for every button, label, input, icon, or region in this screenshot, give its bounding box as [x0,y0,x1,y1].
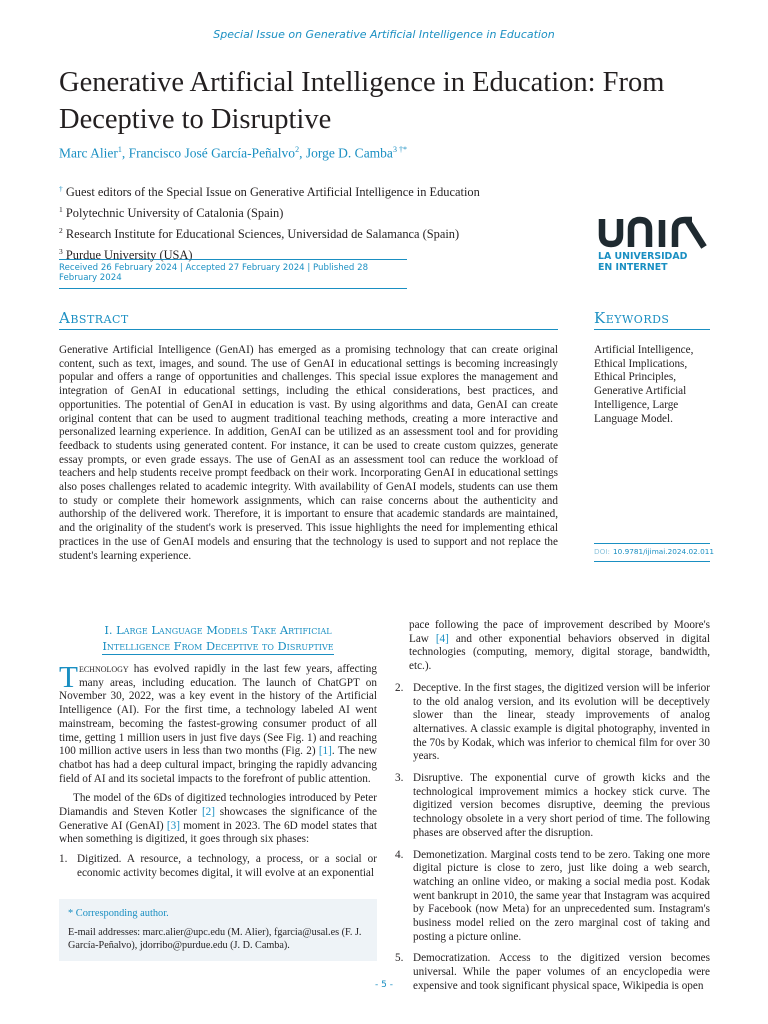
affiliation-text: Guest editors of the Special Issue on Generative Artificial Intelligence in Education [65,185,480,200]
list-number: 2. [395,681,404,694]
phase-list [395,682,710,994]
list-number: 5. [395,952,404,965]
doi-value[interactable]: 10.9781/ijimai.2024.02.011 [612,547,715,556]
phase-text: Deceptive. In the first stages, the digitized version will be inferior to the old analog version, and its evolution will be deceptively slower than the linear, steady improvements of analog alternatives. A classic example is digital photography, invented in the 70s by Kodak, which was inferior to chemical film for over 30 years. [413,681,710,763]
phase-text: Democratization. Access to the digitized version becomes universal. While the paper volumes of an encyclopedia were expensive and took significant physical space, Wikipedia is open [413,952,710,992]
tagline-line: EN INTERNET [598,261,668,273]
phase-text: Demonetization. Marginal costs tend to be zero. Taking one more digital picture is close to zero, just like doing a web search, watching an online video, or making a social media post. Kodak went bankrupt in 2010, the same year that Instagram was acquired by Facebook (now Meta) for an unprecedented sum. Instagram's business model relied on the zero marginal cost of taking and posting a picture online. [413,848,710,943]
abstract-body: Generative Artificial Intelligence (GenAI) has emerged as a promising technology that can create original content, such as text, images, and sound. The use of GenAI in educational settings is becoming increasingly popular and offers a range of opportunities and challenges. This special issue explores the management and integration of GenAI in educational settings, including the ethical considerations, best practices, and opportunities. The potential of GenAI in education is vast. By using algorithms and data, GenAI can create original content that can be used to augment traditional teaching methods, creating a more interactive and personalized learning experience. In addition, GenAI can be utilized as an assessment tool and for providing feedback to students using generated content. For instance, it can be used to create custom quizzes, generate essay prompts, or even grade essays. The use of GenAI as an assessment tool can reduce the workload of teachers and help students receive prompt feedback on their work. Incorporating GenAI in educational settings also poses challenges related to academic integrity. With availability of GenAI models, students can use them to study or complete their homework assignments, which can raise concerns about the authenticity and authorship of the delivered work. Therefore, it is important to ensure that academic standards are maintained, and the originality of the student's work is preserved. This issue highlights the need for implementing ethical practices in the use of GenAI models and ensuring that the technology is used to support and not replace the student's learning experience. [59,344,558,562]
phase-item [395,682,710,764]
citation-link[interactable]: [4] [435,632,449,645]
phase-item [395,849,710,945]
phase-item [395,772,710,841]
section-heading [59,622,377,655]
drop-cap: T [59,659,78,694]
phase-item [59,853,377,880]
citation-link[interactable]: [1] [318,745,332,758]
unir-wordmark-icon [598,213,708,249]
affiliation-item [59,201,480,222]
affiliation-text: Polytechnic University of Catalonia (Spain) [65,206,284,221]
affiliation-list [59,180,480,265]
text-run: The model of the 6Ds of digitized technologies introduced by Peter Diamandis and Steven Kotler [59,792,377,819]
affiliation-mark: 3 [59,247,63,257]
unir-logo [598,213,713,273]
keywords-heading: Keywords [594,309,710,330]
list-number: 3. [395,772,404,785]
affiliation-item [59,222,480,243]
citation-link[interactable]: [2] [201,806,215,819]
body-paragraph [59,792,377,847]
text-run: . The new chatbot has had a deep cultural impact, bringing the rapidly advancing field of AI and its societal impacts to the forefront of public attention. [59,745,377,785]
abstract-heading: Abstract [59,309,558,330]
body-paragraph [59,659,377,786]
text-run: has evolved rapidly in the last few years, affecting many areas, including education. The launch of ChatGPT on November 30, 2022, was a key event in the history of the Artificial Intelligence (AI). For the first time, a technology labeled AI went mainstream, becoming the fastest-growing consumer product of all time, getting 1 million users in just five days (See Fig. 1) and reaching 100 million active users in less than two months (Fig. 2) [59,663,377,758]
affiliation-mark: † [59,184,63,193]
small-caps-lead: echnology [78,663,129,675]
affiliation-text: Purdue University (USA) [65,248,193,263]
author-list: Marc Alier$^1$, Francisco José García-Peñalvo$^2$, Jorge D. Camba$^{3 \dagger*}$ [59,145,407,161]
corresponding-author-title: * Corresponding author. [68,908,169,919]
publication-dates: Received 26 February 2024 | Accepted 27 February 2024 | Published 28 February 2024 [59,259,407,289]
section-heading-line: Intelligence From Deceptive to Disruptive [102,639,334,653]
author-name[interactable]: Francisco José García-Peñalvo [128,145,296,161]
author-affiliation-mark: 2 [295,145,300,154]
tagline-line: LA UNIVERSIDAD [598,251,688,262]
article-title: Generative Artificial Intelligence in Education: From Deceptive to Disruptive [59,67,665,135]
affiliation-text: Research Institute for Educational Sciences, Universidad de Salamanca (Spain) [65,227,460,242]
unir-tagline [598,252,713,273]
phase-text: Disruptive. The exponential curve of growth kicks and the technological improvement mimics a hockey stick curve. The digitized version becomes disruptive, deeming the previous technology obsolete in a very short period of time. The following phases are observed after the disruption. [413,772,710,839]
list-number: 4. [395,848,404,861]
body-column-left [59,622,377,889]
text-run: pace following the pace of improvement described by Moore's Law [409,619,710,645]
list-number: 1. [59,853,68,866]
doi-link[interactable] [594,543,715,562]
page-number: - 5 - [375,980,393,990]
text-run: showcases the significance of the Generative AI (GenAI) [59,806,377,832]
affiliation-mark: 2 [59,226,63,236]
corresponding-author-box [59,899,377,961]
journal-issue-header: Special Issue on Generative Artificial Intelligence in Education [213,28,555,41]
author-name[interactable]: Jorge D. Camba [305,145,393,161]
section-heading-line: I. Large Language Models Take Artificial [104,623,332,637]
keywords-body: Artificial Intelligence, Ethical Implications, Ethical Principles, Generative Artificial Intelligence, Large Language Model. [594,344,694,425]
text-run: moment in 2023. The 6D model states that when something is digitized, it goes through six phases: [59,819,377,846]
doi-label: DOI: [594,547,610,556]
affiliation-item [59,180,480,201]
phase-text: Digitized. A resource, a technology, a process, or a social or economic activity becomes digital, it will evolve at an exponential [77,853,377,879]
phase-list [59,853,377,880]
author-affiliation-mark: 3 †* [392,145,407,154]
author-affiliation-mark: 1 [117,145,122,154]
citation-link[interactable]: [3] [166,819,180,832]
list-continuation [395,619,710,674]
text-run: and other exponential behaviors observed in digital technologies (computing, memory, digital storage, bandwidth, etc.). [409,632,710,673]
body-column-right [395,619,710,1002]
affiliation-mark: 1 [59,205,63,215]
corresponding-author-emails: E-mail addresses: marc.alier@upc.edu (M. Alier), fgarcia@usal.es (F. J. García-Peñalvo), jdorribo@purdue.edu (J. D. Camba). [68,927,362,951]
author-name[interactable]: Marc Alier [59,145,118,161]
